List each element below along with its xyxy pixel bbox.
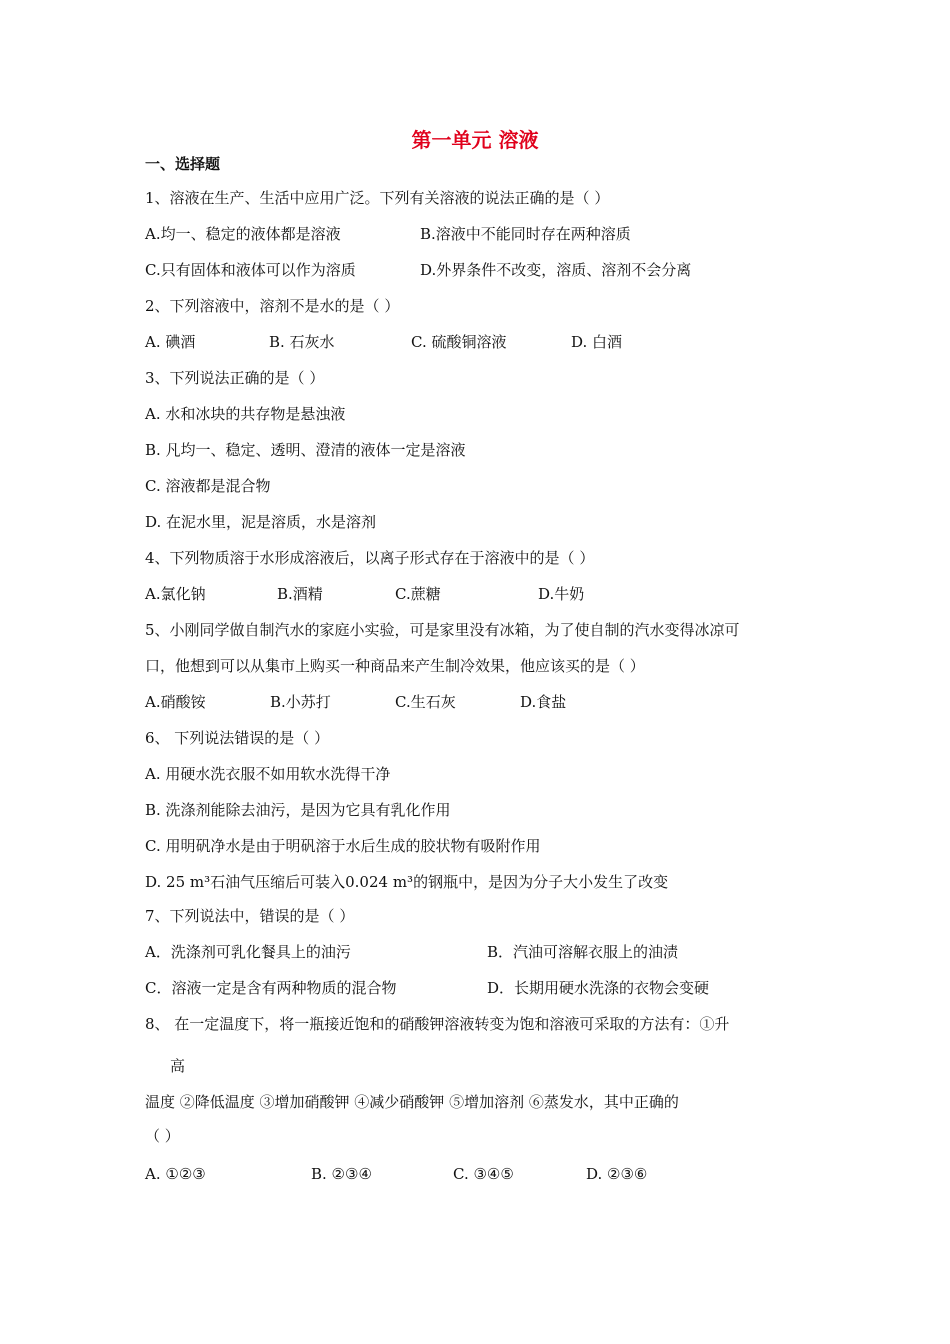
question-5-option-d: D.食盐 <box>520 693 567 711</box>
question-5-option-a: A.硝酸铵 <box>145 693 206 711</box>
question-2-option-b: B. 石灰水 <box>269 333 335 351</box>
question-6-option-c: C. 用明矾净水是由于明矾溶于水后生成的胶状物有吸附作用 <box>145 837 541 855</box>
question-3-option-b: B. 凡均一、稳定、透明、澄清的液体一定是溶液 <box>145 441 466 459</box>
question-5-option-c: C.生石灰 <box>395 693 456 711</box>
question-4-stem: 4、下列物质溶于水形成溶液后，以离子形式存在于溶液中的是（ ） <box>145 549 595 567</box>
question-1-stem: 1、溶液在生产、生活中应用广泛。下列有关溶液的说法正确的是（ ） <box>145 189 610 207</box>
question-1-option-d: D.外界条件不改变，溶质、溶剂不会分离 <box>420 261 692 279</box>
question-1-option-a: A.均一、稳定的液体都是溶液 <box>145 225 341 243</box>
question-8-stem-line-2: 高 <box>170 1057 186 1075</box>
question-3-option-c: C. 溶液都是混合物 <box>145 477 271 495</box>
question-5-stem-line-2: 口，他想到可以从集市上购买一种商品来产生制冷效果，他应该买的是（ ） <box>145 657 645 675</box>
question-8-option-a: A. ①②③ <box>145 1165 206 1183</box>
question-3-stem: 3、下列说法正确的是（ ） <box>145 369 325 387</box>
question-5-option-b: B.小苏打 <box>270 693 331 711</box>
page-title: 第一单元 溶液 <box>411 128 539 152</box>
question-6-option-b: B. 洗涤剂能除去油污，是因为它具有乳化作用 <box>145 801 451 819</box>
question-3-option-d: D. 在泥水里，泥是溶质，水是溶剂 <box>145 513 377 531</box>
question-1-option-c: C.只有固体和液体可以作为溶质 <box>145 261 356 279</box>
question-4-option-c: C.蔗糖 <box>395 585 441 603</box>
question-6-option-a: A. 用硬水洗衣服不如用软水洗得干净 <box>145 765 391 783</box>
question-2-option-c: C. 硫酸铜溶液 <box>411 333 507 351</box>
question-6-stem: 6、 下列说法错误的是（ ） <box>145 729 330 747</box>
question-2-option-d: D. 白酒 <box>571 333 623 351</box>
section-heading: 一、选择题 <box>145 155 221 173</box>
question-8-stem-line-4: （ ） <box>145 1127 180 1145</box>
question-8-stem-line-1: 8、 在一定温度下，将一瓶接近饱和的硝酸钾溶液转变为饱和溶液可采取的方法有：①升 <box>145 1015 730 1033</box>
question-7-option-d: D．长期用硬水洗涤的衣物会变硬 <box>487 979 710 997</box>
question-5-stem-line-1: 5、小刚同学做自制汽水的家庭小实验，可是家里没有冰箱，为了使自制的汽水变得冰凉可 <box>145 621 740 639</box>
question-4-option-b: B.酒精 <box>277 585 323 603</box>
question-3-option-a: A. 水和冰块的共存物是悬浊液 <box>145 405 346 423</box>
question-4-option-d: D.牛奶 <box>538 585 585 603</box>
question-7-option-a: A．洗涤剂可乳化餐具上的油污 <box>145 943 351 961</box>
question-2-option-a: A. 碘酒 <box>145 333 196 351</box>
question-7-stem: 7、下列说法中，错误的是（ ） <box>145 907 355 925</box>
question-6-option-d: D. 25 m³石油气压缩后可装入0.024 m³的钢瓶中，是因为分子大小发生了改变 <box>145 873 669 891</box>
question-8-option-c: C. ③④⑤ <box>453 1165 514 1183</box>
question-7-option-c: C．溶液一定是含有两种物质的混合物 <box>145 979 397 997</box>
question-8-option-d: D. ②③⑥ <box>586 1165 648 1183</box>
question-4-option-a: A.氯化钠 <box>145 585 206 603</box>
question-7-option-b: B．汽油可溶解衣服上的油渍 <box>487 943 679 961</box>
question-8-stem-line-3: 温度 ②降低温度 ③增加硝酸钾 ④减少硝酸钾 ⑤增加溶剂 ⑥蒸发水，其中正确的 <box>145 1093 679 1111</box>
question-8-option-b: B. ②③④ <box>311 1165 372 1183</box>
question-2-stem: 2、下列溶液中，溶剂不是水的是（ ） <box>145 297 400 315</box>
question-1-option-b: B.溶液中不能同时存在两种溶质 <box>420 225 631 243</box>
